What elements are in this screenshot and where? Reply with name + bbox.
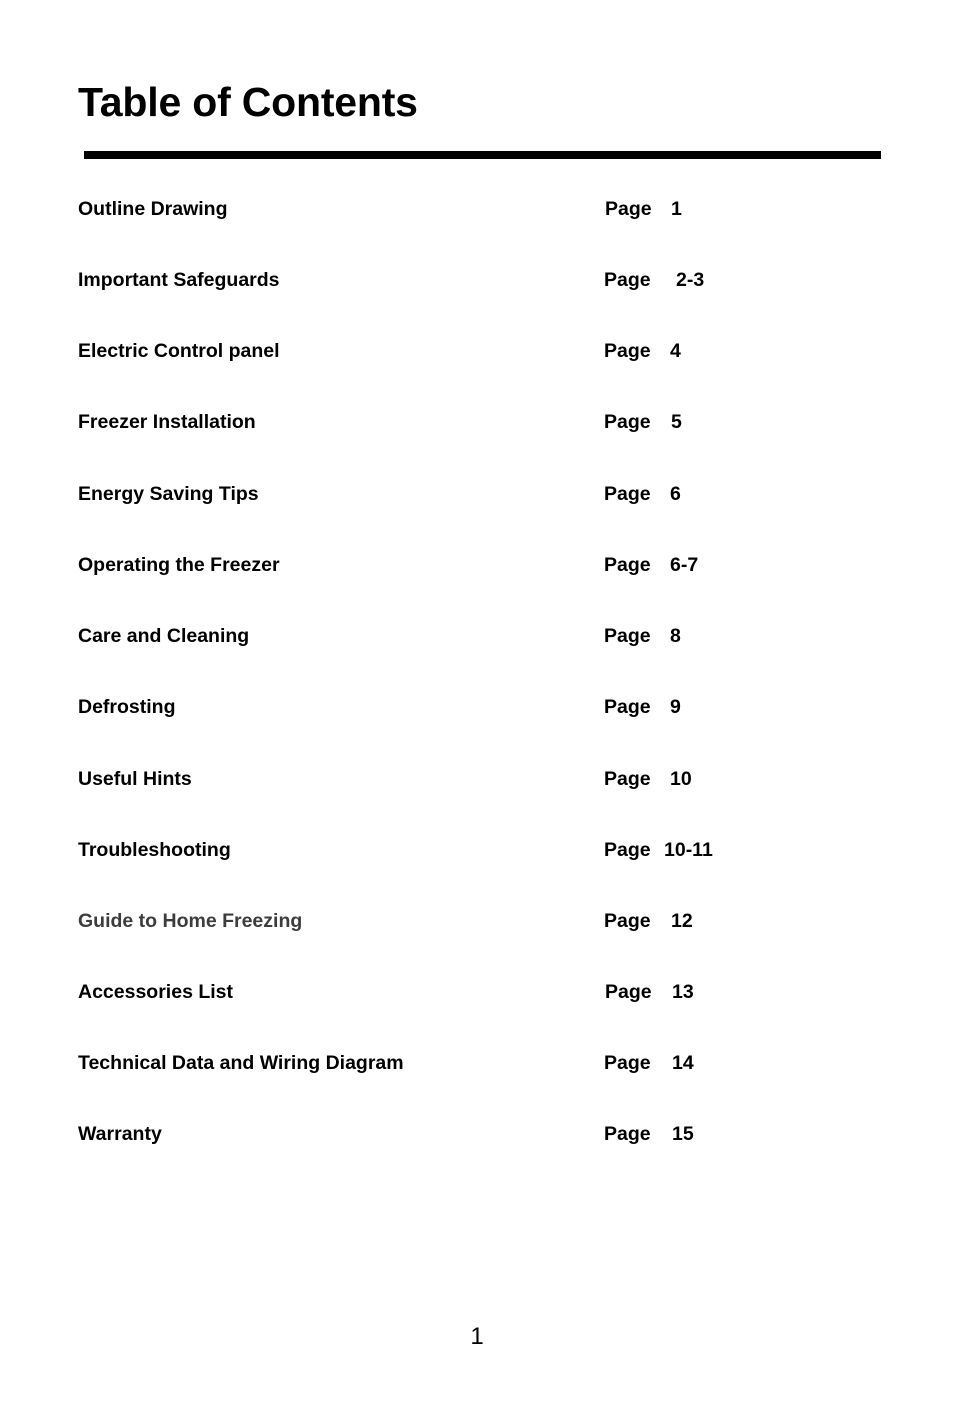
toc-page-label: Page [604, 910, 651, 932]
toc-entry-electric-control-panel [0, 336, 954, 366]
toc-section-title: Useful Hints [78, 768, 192, 790]
toc-section-title: Energy Saving Tips [78, 483, 259, 505]
toc-page-number: 8 [670, 625, 681, 647]
toc-section-title: Defrosting [78, 696, 176, 718]
page-title: Table of Contents [78, 79, 418, 125]
toc-entry-defrosting [0, 692, 954, 722]
toc-section-title: Operating the Freezer [78, 554, 280, 576]
toc-section-title: Warranty [78, 1123, 162, 1145]
toc-page-number: 9 [670, 696, 681, 718]
toc-entry-warranty [0, 1119, 954, 1149]
toc-section-title: Troubleshooting [78, 839, 231, 861]
toc-section-title: Guide to Home Freezing [78, 910, 303, 932]
toc-page-label: Page [604, 269, 651, 291]
toc-entry-useful-hints [0, 764, 954, 794]
toc-section-title: Important Safeguards [78, 269, 280, 291]
toc-section-title: Accessories List [78, 981, 234, 1003]
toc-entry-care-and-cleaning [0, 621, 954, 651]
toc-entry-troubleshooting [0, 835, 954, 865]
toc-page-label: Page [604, 340, 651, 362]
toc-entry-freezer-installation [0, 407, 954, 437]
toc-page-number: 10-11 [664, 839, 713, 861]
toc-page-number: 4 [670, 340, 681, 362]
toc-section-title: Outline Drawing [78, 198, 228, 220]
toc-page-label: Page [604, 483, 651, 505]
toc-page-number: 14 [672, 1052, 694, 1074]
toc-section-title: Electric Control panel [78, 340, 280, 362]
toc-page-label: Page [604, 554, 651, 576]
toc-page-label: Page [604, 411, 651, 433]
toc-entry-energy-saving-tips [0, 479, 954, 509]
toc-section-title: Freezer Installation [78, 411, 256, 433]
toc-entry-outline-drawing [0, 194, 954, 224]
toc-page-label: Page [605, 198, 652, 220]
toc-page-number: 6 [670, 483, 681, 505]
page-number: 1 [470, 1323, 484, 1350]
toc-entry-guide-to-home-freezing [0, 906, 954, 936]
toc-page-label: Page [604, 839, 651, 861]
toc-section-title: Care and Cleaning [78, 625, 250, 647]
toc-page-number: 6-7 [670, 554, 699, 576]
toc-page-label: Page [605, 981, 652, 1003]
toc-page-number: 12 [671, 910, 693, 932]
toc-page-label: Page [604, 1123, 651, 1145]
toc-page-number: 1 [671, 198, 682, 220]
toc-page-number: 15 [672, 1123, 694, 1145]
toc-page-label: Page [604, 768, 651, 790]
toc-page-number: 13 [672, 981, 694, 1003]
toc-page-label: Page [604, 625, 651, 647]
toc-page-label: Page [604, 1052, 651, 1074]
toc-entry-technical-data-and-wiring-diagram [0, 1048, 954, 1078]
toc-section-title: Technical Data and Wiring Diagram [78, 1052, 404, 1074]
toc-entry-operating-the-freezer [0, 550, 954, 580]
toc-page-number: 5 [671, 411, 682, 433]
toc-entry-accessories-list [0, 977, 954, 1007]
toc-page-label: Page [604, 696, 651, 718]
toc-page-number: 2-3 [676, 269, 705, 291]
toc-entry-important-safeguards [0, 265, 954, 295]
toc-page-number: 10 [670, 768, 692, 790]
